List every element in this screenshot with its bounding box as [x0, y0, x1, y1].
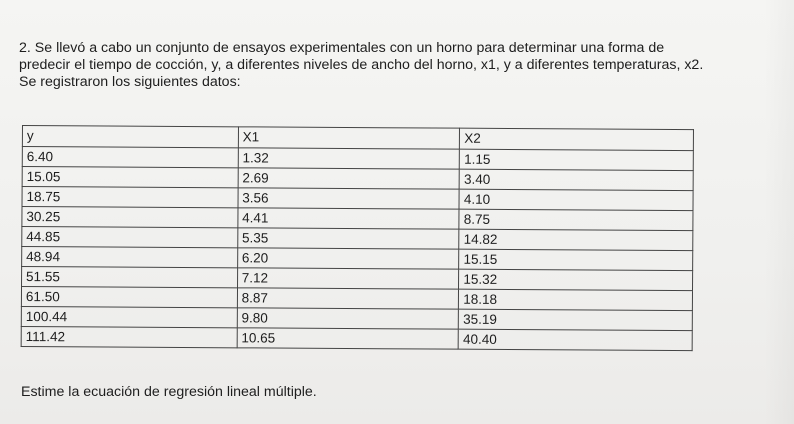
cell-x2: 15.15 — [459, 249, 693, 270]
problem-statement — [19, 40, 759, 91]
problem-line-3: Se registraron los siguientes datos: — [19, 74, 241, 90]
cell-x1: 4.41 — [238, 208, 460, 229]
cell-x2: 35.19 — [459, 309, 693, 330]
cell-x1: 9.80 — [237, 308, 459, 329]
cell-x1: 7.12 — [237, 268, 459, 289]
cell-x1: 8.87 — [237, 288, 459, 309]
cell-x2: 40.40 — [458, 329, 692, 350]
cell-x2: 18.18 — [459, 289, 693, 310]
header-y: y — [22, 126, 238, 148]
cell-x2: 3.40 — [459, 169, 693, 190]
problem-line-1: 2. Se llevó a cabo un conjunto de ensayos experimentales con un horno para determinar una forma de — [19, 40, 665, 56]
cell-y: 48.94 — [22, 247, 238, 268]
table-row — [21, 326, 692, 350]
cell-y: 18.75 — [22, 187, 238, 208]
cell-y: 61.50 — [21, 287, 237, 308]
cell-y: 51.55 — [22, 267, 238, 288]
cell-x2: 8.75 — [459, 209, 693, 230]
header-x2: X2 — [460, 128, 694, 150]
problem-line-2: predecir el tiempo de cocción, y, a diferentes niveles de ancho del horno, x1, y a diferentes temperaturas, x2. — [19, 57, 704, 73]
cell-y: 30.25 — [22, 207, 238, 228]
cell-x2: 1.15 — [460, 149, 694, 170]
cell-x1: 1.32 — [238, 148, 460, 169]
cell-x2: 15.32 — [459, 269, 693, 290]
cell-y: 15.05 — [22, 167, 238, 188]
cell-y: 44.85 — [22, 227, 238, 248]
cell-x1: 5.35 — [237, 228, 459, 249]
cell-x1: 10.65 — [237, 328, 459, 349]
header-x1: X1 — [238, 127, 460, 149]
cell-y: 100.44 — [21, 306, 237, 327]
instruction-text: Estime la ecuación de regresión lineal múltiple. — [21, 384, 317, 400]
cell-x2: 14.82 — [459, 229, 693, 250]
cell-y: 6.40 — [22, 147, 238, 168]
cell-x1: 2.69 — [238, 168, 460, 189]
cell-x2: 4.10 — [459, 189, 693, 210]
page-edge-shadow — [764, 0, 794, 424]
cell-y: 111.42 — [21, 326, 237, 347]
cell-x1: 3.56 — [238, 188, 460, 209]
cell-x1: 6.20 — [237, 248, 459, 269]
data-table — [21, 125, 694, 351]
